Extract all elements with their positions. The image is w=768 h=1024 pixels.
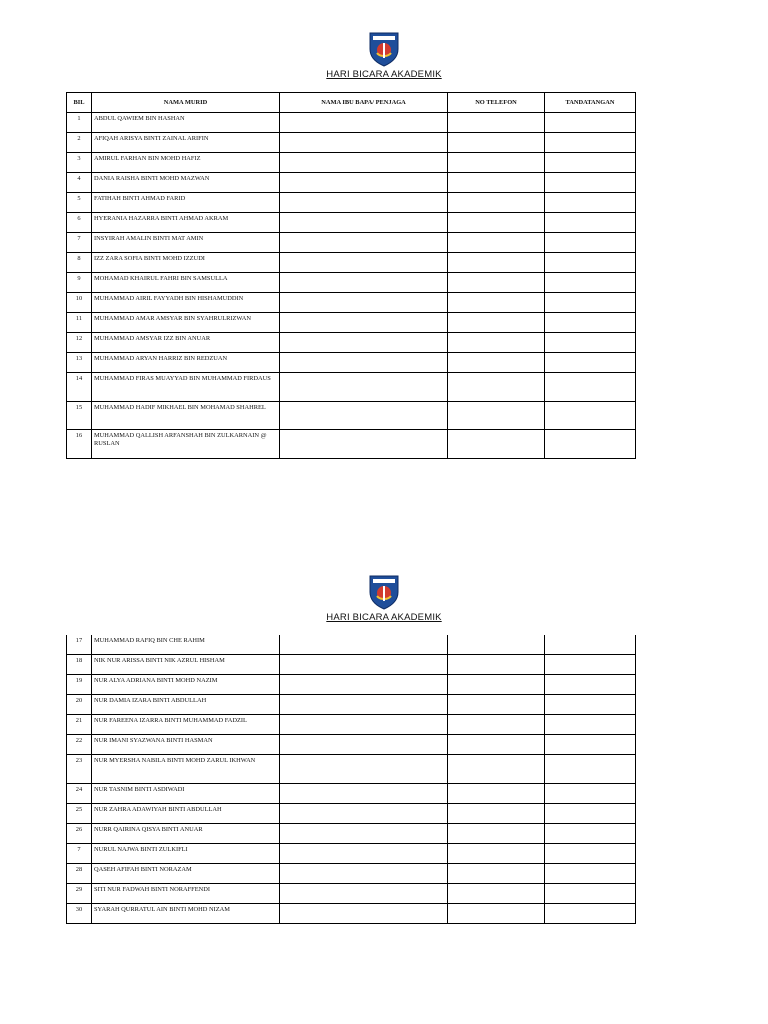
cell-tandatangan[interactable] — [545, 353, 636, 373]
cell-bil: 15 — [67, 402, 92, 430]
cell-bil: 8 — [67, 253, 92, 273]
header-tandatangan: TANDATANGAN — [545, 93, 636, 113]
cell-tandatangan[interactable] — [545, 735, 636, 755]
cell-no-telefon[interactable] — [448, 430, 545, 459]
cell-no-telefon[interactable] — [448, 695, 545, 715]
cell-nama-ibu-bapa[interactable] — [280, 655, 448, 675]
cell-no-telefon[interactable] — [448, 213, 545, 233]
cell-tandatangan[interactable] — [545, 373, 636, 402]
cell-nama-murid: MUHAMMAD QALLISH ARFANSHAH BIN ZULKARNAIN @ RUSLAN — [92, 430, 280, 459]
cell-tandatangan[interactable] — [545, 635, 636, 655]
cell-nama-ibu-bapa[interactable] — [280, 293, 448, 313]
table-row — [67, 402, 636, 430]
cell-nama-ibu-bapa[interactable] — [280, 715, 448, 735]
cell-nama-ibu-bapa[interactable] — [280, 824, 448, 844]
school-crest-icon — [368, 31, 400, 67]
cell-nama-murid: MUHAMMAD AIRIL FAYYADH BIN HISHAMUDDIN — [92, 293, 280, 313]
cell-no-telefon[interactable] — [448, 373, 545, 402]
cell-tandatangan[interactable] — [545, 133, 636, 153]
cell-nama-murid: NUR ALYA ADRIANA BINTI MOHD NAZIM — [92, 675, 280, 695]
cell-bil: 13 — [67, 353, 92, 373]
cell-tandatangan[interactable] — [545, 273, 636, 293]
school-crest-icon — [368, 574, 400, 610]
cell-bil: 5 — [67, 193, 92, 213]
attendance-table-2 — [66, 635, 636, 924]
cell-no-telefon[interactable] — [448, 253, 545, 273]
table-row — [67, 213, 636, 233]
cell-no-telefon[interactable] — [448, 193, 545, 213]
cell-bil: 21 — [67, 715, 92, 735]
cell-nama-murid: FATIHAH BINTI AHMAD FARID — [92, 193, 280, 213]
cell-bil: 24 — [67, 784, 92, 804]
cell-tandatangan[interactable] — [545, 784, 636, 804]
cell-nama-ibu-bapa[interactable] — [280, 373, 448, 402]
cell-nama-murid: NIK NUR ARISSA BINTI NIK AZRUL HISHAM — [92, 655, 280, 675]
header-no-telefon: NO TELEFON — [448, 93, 545, 113]
cell-nama-murid: NUR TASNIM BINTI ASDIWADI — [92, 784, 280, 804]
cell-nama-murid: AMIRUL FARHAN BIN MOHD HAFIZ — [92, 153, 280, 173]
cell-no-telefon[interactable] — [448, 824, 545, 844]
cell-nama-ibu-bapa[interactable] — [280, 253, 448, 273]
cell-nama-ibu-bapa[interactable] — [280, 784, 448, 804]
cell-nama-ibu-bapa[interactable] — [280, 675, 448, 695]
cell-nama-murid: ABDUL QAWIEM BIN HASHAN — [92, 113, 280, 133]
table-row — [67, 784, 636, 804]
cell-tandatangan[interactable] — [545, 113, 636, 133]
cell-no-telefon[interactable] — [448, 293, 545, 313]
cell-no-telefon[interactable] — [448, 353, 545, 373]
cell-bil: 10 — [67, 293, 92, 313]
cell-bil: 30 — [67, 904, 92, 924]
cell-tandatangan[interactable] — [545, 655, 636, 675]
document-title: HARI BICARA AKADEMIK — [326, 612, 442, 623]
cell-tandatangan[interactable] — [545, 904, 636, 924]
cell-nama-murid: SITI NUR FADWAH BINTI NORAFFENDI — [92, 884, 280, 904]
cell-nama-murid: SYARAH QURRATUL AIN BINTI MOHD NIZAM — [92, 904, 280, 924]
cell-tandatangan[interactable] — [545, 253, 636, 273]
table-row — [67, 715, 636, 735]
cell-nama-ibu-bapa[interactable] — [280, 173, 448, 193]
cell-tandatangan[interactable] — [545, 695, 636, 715]
cell-bil: 7 — [67, 844, 92, 864]
table-row — [67, 333, 636, 353]
table-row — [67, 273, 636, 293]
cell-no-telefon[interactable] — [448, 844, 545, 864]
cell-bil: 6 — [67, 213, 92, 233]
cell-tandatangan[interactable] — [545, 715, 636, 735]
table-row — [67, 373, 636, 402]
cell-nama-murid: AFIQAH ARISYA BINTI ZAINAL ARIFIN — [92, 133, 280, 153]
cell-bil: 19 — [67, 675, 92, 695]
cell-no-telefon[interactable] — [448, 233, 545, 253]
cell-tandatangan[interactable] — [545, 884, 636, 904]
table-row — [67, 675, 636, 695]
cell-tandatangan[interactable] — [545, 430, 636, 459]
cell-tandatangan[interactable] — [545, 153, 636, 173]
cell-no-telefon[interactable] — [448, 635, 545, 655]
cell-nama-murid: NUR ZAHRA ADAWIYAH BINTI ABDULLAH — [92, 804, 280, 824]
table-row — [67, 695, 636, 715]
cell-nama-murid: MUHAMMAD RAFIQ BIN CHE RAHIM — [92, 635, 280, 655]
cell-bil: 7 — [67, 233, 92, 253]
cell-nama-ibu-bapa[interactable] — [280, 884, 448, 904]
cell-nama-ibu-bapa[interactable] — [280, 153, 448, 173]
cell-nama-ibu-bapa[interactable] — [280, 133, 448, 153]
cell-nama-murid: NUR MYERSHA NABILA BINTI MOHD ZARUL IKHWAN — [92, 755, 280, 784]
cell-bil: 26 — [67, 824, 92, 844]
cell-nama-ibu-bapa[interactable] — [280, 402, 448, 430]
table-row — [67, 113, 636, 133]
cell-tandatangan[interactable] — [545, 675, 636, 695]
cell-no-telefon[interactable] — [448, 333, 545, 353]
cell-bil: 28 — [67, 864, 92, 884]
cell-bil: 25 — [67, 804, 92, 824]
cell-nama-murid: HYERANIA HAZARRA BINTI AHMAD AKRAM — [92, 213, 280, 233]
cell-no-telefon[interactable] — [448, 735, 545, 755]
cell-no-telefon[interactable] — [448, 313, 545, 333]
cell-bil: 16 — [67, 430, 92, 459]
cell-bil: 20 — [67, 695, 92, 715]
table-row — [67, 430, 636, 459]
cell-bil: 9 — [67, 273, 92, 293]
cell-bil: 1 — [67, 113, 92, 133]
cell-tandatangan[interactable] — [545, 213, 636, 233]
cell-nama-ibu-bapa[interactable] — [280, 695, 448, 715]
header-nama-ibu-bapa: NAMA IBU BAPA/ PENJAGA — [280, 93, 448, 113]
table-row — [67, 884, 636, 904]
cell-tandatangan[interactable] — [545, 193, 636, 213]
cell-nama-murid: NUR IMANI SYAZWANA BINTI HASMAN — [92, 735, 280, 755]
cell-bil: 4 — [67, 173, 92, 193]
cell-bil: 11 — [67, 313, 92, 333]
cell-nama-ibu-bapa[interactable] — [280, 430, 448, 459]
table-row — [67, 193, 636, 213]
cell-tandatangan[interactable] — [545, 804, 636, 824]
cell-no-telefon[interactable] — [448, 784, 545, 804]
cell-nama-ibu-bapa[interactable] — [280, 864, 448, 884]
cell-no-telefon[interactable] — [448, 715, 545, 735]
cell-no-telefon[interactable] — [448, 402, 545, 430]
table-body-2 — [67, 635, 636, 924]
cell-nama-ibu-bapa[interactable] — [280, 233, 448, 253]
cell-bil: 17 — [67, 635, 92, 655]
cell-nama-ibu-bapa[interactable] — [280, 333, 448, 353]
cell-nama-ibu-bapa[interactable] — [280, 193, 448, 213]
cell-tandatangan[interactable] — [545, 173, 636, 193]
cell-bil: 12 — [67, 333, 92, 353]
cell-no-telefon[interactable] — [448, 755, 545, 784]
document-title: HARI BICARA AKADEMIK — [326, 69, 442, 80]
cell-no-telefon[interactable] — [448, 864, 545, 884]
table-row — [67, 735, 636, 755]
cell-nama-murid: MUHAMMAD ARYAN HARRIZ BIN REDZUAN — [92, 353, 280, 373]
cell-no-telefon[interactable] — [448, 655, 545, 675]
cell-nama-murid: NURUL NAJWA BINTI ZULKIFLI — [92, 844, 280, 864]
cell-nama-murid: MUHAMMAD HADIF MIKHAEL BIN MOHAMAD SHAHREL — [92, 402, 280, 430]
table-row — [67, 804, 636, 824]
cell-bil: 18 — [67, 655, 92, 675]
cell-bil: 22 — [67, 735, 92, 755]
cell-no-telefon[interactable] — [448, 173, 545, 193]
table-row — [67, 153, 636, 173]
cell-no-telefon[interactable] — [448, 675, 545, 695]
cell-no-telefon[interactable] — [448, 153, 545, 173]
table-row — [67, 293, 636, 313]
cell-tandatangan[interactable] — [545, 864, 636, 884]
cell-bil: 3 — [67, 153, 92, 173]
cell-nama-murid: INSYIRAH AMALIN BINTI MAT AMIN — [92, 233, 280, 253]
cell-nama-ibu-bapa[interactable] — [280, 113, 448, 133]
cell-bil: 2 — [67, 133, 92, 153]
cell-tandatangan[interactable] — [545, 844, 636, 864]
cell-nama-ibu-bapa[interactable] — [280, 844, 448, 864]
table-row — [67, 353, 636, 373]
cell-nama-murid: NUR FAREENA IZARRA BINTI MUHAMMAD FADZIL — [92, 715, 280, 735]
cell-no-telefon[interactable] — [448, 133, 545, 153]
table-row — [67, 635, 636, 655]
attendance-table-1 — [66, 92, 636, 459]
cell-nama-ibu-bapa[interactable] — [280, 635, 448, 655]
cell-nama-ibu-bapa[interactable] — [280, 735, 448, 755]
cell-no-telefon[interactable] — [448, 113, 545, 133]
cell-tandatangan[interactable] — [545, 233, 636, 253]
table-row — [67, 864, 636, 884]
cell-nama-murid: DANIA RAISHA BINTI MOHD MAZWAN — [92, 173, 280, 193]
cell-nama-murid: NURR QAIRINA QISYA BINTI ANUAR — [92, 824, 280, 844]
cell-nama-murid: MUHAMMAD AMAR AMSYAR BIN SYAHRULRIZWAN — [92, 313, 280, 333]
cell-nama-murid: MOHAMAD KHAIRUL FAHRI BIN SAMSULLA — [92, 273, 280, 293]
table-row — [67, 133, 636, 153]
table-row — [67, 655, 636, 675]
cell-tandatangan[interactable] — [545, 402, 636, 430]
table-row — [67, 253, 636, 273]
table-row — [67, 173, 636, 193]
cell-tandatangan[interactable] — [545, 333, 636, 353]
cell-nama-ibu-bapa[interactable] — [280, 755, 448, 784]
cell-no-telefon[interactable] — [448, 804, 545, 824]
cell-nama-murid: QASEH AFIFAH BINTI NORAZAM — [92, 864, 280, 884]
cell-nama-murid: IZZ ZARA SOFIA BINTI MOHD IZZUDI — [92, 253, 280, 273]
cell-bil: 14 — [67, 373, 92, 402]
header-nama-murid: NAMA MURID — [92, 93, 280, 113]
cell-nama-murid: NUR DAMIA IZARA BINTI ABDULLAH — [92, 695, 280, 715]
cell-nama-ibu-bapa[interactable] — [280, 273, 448, 293]
table-row — [67, 313, 636, 333]
cell-nama-ibu-bapa[interactable] — [280, 804, 448, 824]
cell-no-telefon[interactable] — [448, 884, 545, 904]
cell-nama-ibu-bapa[interactable] — [280, 313, 448, 333]
cell-tandatangan[interactable] — [545, 293, 636, 313]
header-bil: BIL — [67, 93, 92, 113]
cell-bil: 29 — [67, 884, 92, 904]
cell-nama-murid: MUHAMMAD FIRAS MUAYYAD BIN MUHAMMAD FIRDAUS — [92, 373, 280, 402]
cell-bil: 23 — [67, 755, 92, 784]
table-row — [67, 904, 636, 924]
cell-nama-ibu-bapa[interactable] — [280, 213, 448, 233]
table-row — [67, 755, 636, 784]
cell-tandatangan[interactable] — [545, 313, 636, 333]
table-row — [67, 844, 636, 864]
cell-no-telefon[interactable] — [448, 904, 545, 924]
cell-tandatangan[interactable] — [545, 824, 636, 844]
table-row — [67, 824, 636, 844]
cell-no-telefon[interactable] — [448, 273, 545, 293]
cell-nama-ibu-bapa[interactable] — [280, 353, 448, 373]
cell-nama-murid: MUHAMMAD AMSYAR IZZ BIN ANUAR — [92, 333, 280, 353]
table-row — [67, 233, 636, 253]
table-body-1 — [67, 113, 636, 459]
cell-tandatangan[interactable] — [545, 755, 636, 784]
cell-nama-ibu-bapa[interactable] — [280, 904, 448, 924]
